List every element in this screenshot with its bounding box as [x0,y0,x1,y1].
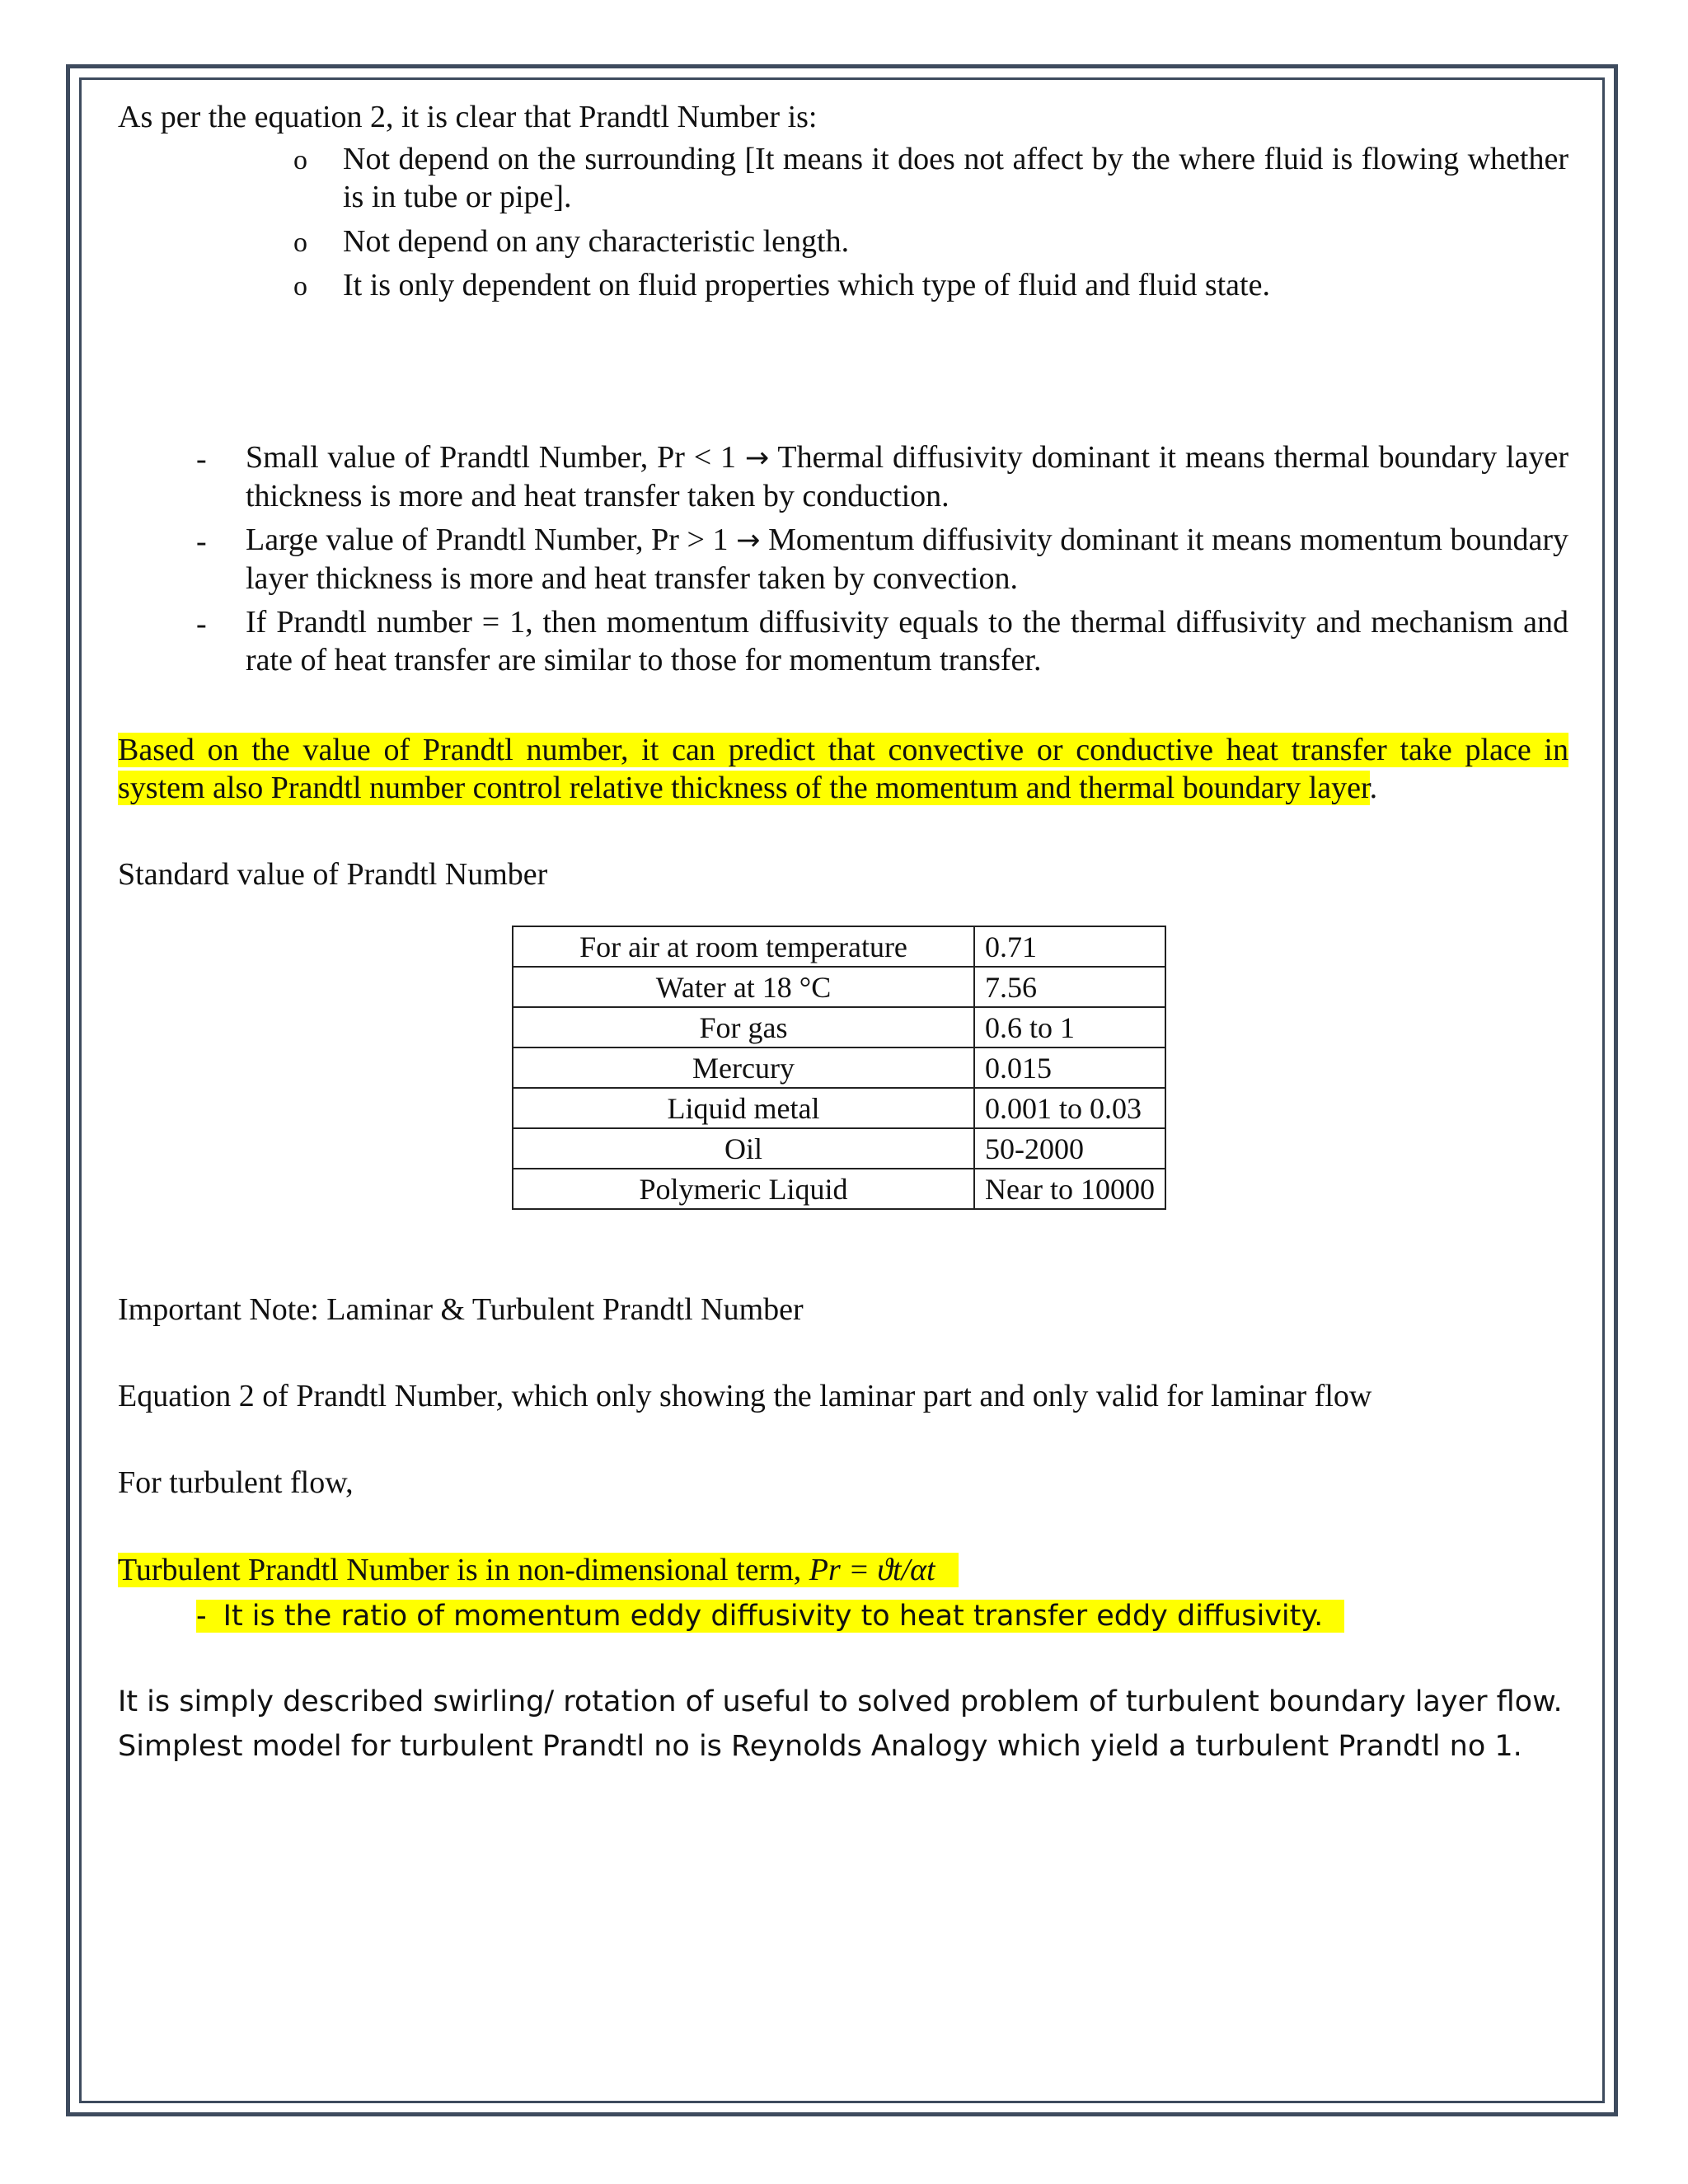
sub-bullet-glyph: o [293,271,307,302]
prandtl-value-cell: 0.001 to 0.03 [974,1088,1165,1128]
range-prefix: If Prandtl number = 1, [246,605,533,640]
fluid-cell: Oil [513,1128,974,1169]
sub-item: Not depend on the surrounding [It means it does not affect by the where fluid is flowing whether is in tube or pipe]. [343,142,1568,214]
prandtl-value-cell: 0.6 to 1 [974,1007,1165,1047]
table-row [513,1047,1165,1088]
fluid-cell: Polymeric Liquid [513,1169,974,1209]
range-item-small [246,438,1568,515]
closing-line: It is simply described swirling/ rotation of useful to solved problem of turbulent boundary layer flow. [118,1685,1563,1718]
highlight-paragraph [118,731,1568,807]
dash-glyph: - [196,1600,223,1633]
range-prefix: Large value of Prandtl Number, Pr > 1 [246,523,729,557]
fluid-cell: Water at 18 °C [513,967,974,1007]
equation-line: Equation 2 of Prandtl Number, which only showing the laminar part and only valid for laminar flow [118,1379,1372,1413]
prandtl-value-cell: 50-2000 [974,1128,1165,1169]
turbulent-formula: Pr = ϑt/αt [809,1553,935,1587]
fluid-cell: Liquid metal [513,1088,974,1128]
dash-glyph: - [196,607,207,641]
intro-lead: As per the equation 2, it is clear that Prandtl Number is: [118,100,818,134]
fluid-cell: For air at room temperature [513,926,974,967]
sub-bullet-glyph: o [293,227,307,258]
range-text: Thermal diffusivity dominant it means thermal boundary layer thickness is more and heat transfer taken by conduction. [246,440,1568,513]
range-prefix: Small value of Prandtl Number, Pr < 1 [246,440,737,475]
standard-values-table [512,926,1166,1210]
table-row [513,926,1165,967]
fluid-cell: Mercury [513,1047,974,1088]
turbulent-ratio-text: It is the ratio of momentum eddy diffusivity to heat transfer eddy diffusivity. [223,1600,1345,1633]
fluid-cell: For gas [513,1007,974,1047]
dash-glyph: - [196,524,207,559]
turbulent-definition-text: Turbulent Prandtl Number is in non-dimensional term, [118,1553,809,1587]
prandtl-value-cell: Near to 10000 [974,1169,1165,1209]
highlight-period: . [1369,771,1378,805]
range-text: Momentum diffusivity dominant it means momentum boundary layer thickness is more and heat transfer taken by convection. [246,523,1569,596]
dash-glyph: - [196,442,207,476]
range-text: then momentum diffusivity equals to the thermal diffusivity and mechanism and rate of heat transfer are similar to those for momentum transfer. [246,605,1569,677]
range-item-equal [246,603,1568,679]
table-row [513,1088,1165,1128]
turbulent-ratio [196,1596,1344,1635]
prandtl-value-cell: 7.56 [974,967,1165,1007]
table-row [513,1007,1165,1047]
sub-item: Not depend on any characteristic length. [343,224,850,259]
closing-line: Simplest model for turbulent Prandtl no is Reynolds Analogy which yield a turbulent Prandtl no 1. [118,1730,1522,1763]
prandtl-value-cell: 0.015 [974,1047,1165,1088]
highlight-text: Based on the value of Prandtl number, it can predict that convective or conductive heat transfer take place in system also Prandtl number control relative thickness of the momentum and thermal boundary layer [118,733,1568,805]
sub-bullet-glyph: o [293,145,307,176]
table-row [513,1169,1165,1209]
turbulent-definition [118,1551,959,1589]
arrow-right-icon: → [736,524,761,557]
table-row [513,967,1165,1007]
note-heading: Important Note: Laminar & Turbulent Prandtl Number [118,1292,804,1327]
prandtl-value-cell: 0.71 [974,926,1165,967]
standard-values-heading: Standard value of Prandtl Number [118,857,548,892]
turbulent-intro: For turbulent flow, [118,1465,354,1500]
range-item-large [246,521,1568,598]
table-row [513,1128,1165,1169]
arrow-right-icon: → [744,442,770,475]
sub-item: It is only dependent on fluid properties which type of fluid and fluid state. [343,268,1270,302]
